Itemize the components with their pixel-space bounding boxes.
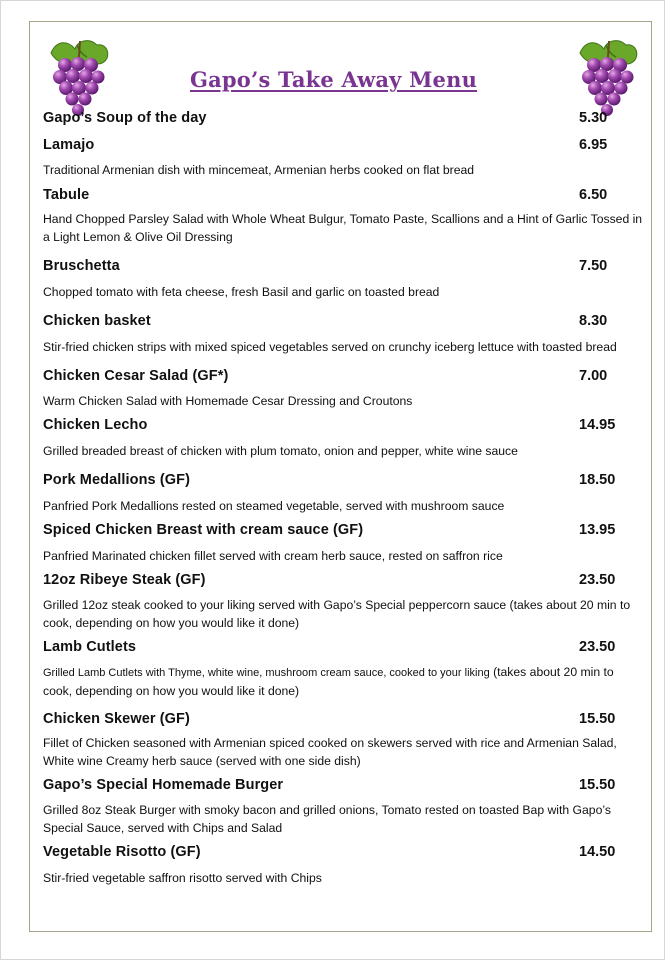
menu-item-description-main: Grilled Lamb Cutlets with Thyme, white wine, mushroom cream sauce, cooked to your liking — [43, 667, 490, 679]
menu-item-price: 14.95 — [579, 417, 616, 433]
menu-item-price: 15.50 — [579, 777, 616, 793]
menu-item-description: Traditional Armenian dish with mincemeat, Armenian herbs cooked on flat bread — [43, 163, 475, 177]
menu-item-price: 6.50 — [579, 187, 608, 203]
menu-item-description: Panfried Pork Medallions rested on steamed vegetable, served with mushroom sauce — [43, 499, 505, 513]
menu-item-name: Bruschetta — [43, 258, 120, 274]
menu-item-name: Vegetable Risotto (GF) — [43, 844, 201, 860]
menu-item-price: 6.95 — [579, 137, 608, 153]
menu-item-price: 7.50 — [579, 258, 608, 274]
menu-item-name: Chicken basket — [43, 313, 151, 329]
menu-item-price: 5.30 — [579, 110, 608, 126]
menu-item-name: Gapo’s Special Homemade Burger — [43, 777, 284, 793]
menu-item-name: Gapo’s Soup of the day — [43, 110, 207, 126]
menu-item-description: Stir-fried chicken strips with mixed spiced vegetables served on crunchy iceberg lettuce with toasted bread — [43, 340, 617, 354]
menu-item-price: 7.00 — [579, 368, 608, 384]
menu-item-name: Lamb Cutlets — [43, 639, 137, 655]
menu-item-description: Stir-fried vegetable saffron risotto served with Chips — [43, 871, 322, 885]
menu-item-name: Pork Medallions (GF) — [43, 472, 191, 488]
menu-item-price: 8.30 — [579, 313, 608, 329]
menu-item-name: Chicken Cesar Salad (GF*) — [43, 368, 229, 384]
menu-item-description: Warm Chicken Salad with Homemade Cesar Dressing and Croutons — [43, 394, 413, 408]
menu-item-description: Panfried Marinated chicken fillet served with cream herb sauce, rested on saffron rice — [43, 549, 503, 563]
menu-item-price: 23.50 — [579, 639, 616, 655]
menu-item-price: 18.50 — [579, 472, 616, 488]
menu-item-description: Grilled breaded breast of chicken with plum tomato, onion and pepper, white wine sauce — [43, 444, 518, 458]
menu-title: Gapo’s Take Away Menu — [189, 67, 478, 92]
menu-item-description: Fillet of Chicken seasoned with Armenian spiced cooked on skewers served with rice and Armenian Salad, White wine Creamy herb sauce (served with one side dish) — [43, 736, 617, 768]
menu-item-description-note: (takes about 20 min to cook, depending on how you would like it done) — [43, 665, 614, 698]
menu-item-description: Hand Chopped Parsley Salad with Whole Wheat Bulgur, Tomato Paste, Scallions and a Hint of Garlic Tossed in a Light Lemon & Olive Oil Dressing — [43, 212, 643, 244]
menu-item-price: 15.50 — [579, 711, 616, 727]
menu-item-price: 14.50 — [579, 844, 616, 860]
menu-item-description: Chopped tomato with feta cheese, fresh Basil and garlic on toasted bread — [43, 285, 440, 299]
menu-item-description: Grilled 12oz steak cooked to your liking served with Gapo’s Special peppercorn sauce (takes about 20 min to cook, depending on how you would like it done) — [43, 598, 631, 630]
menu-item-name: Spiced Chicken Breast with cream sauce (GF) — [43, 522, 364, 538]
menu-item-name: Chicken Skewer (GF) — [43, 711, 190, 727]
menu-item-name: Tabule — [43, 187, 90, 203]
menu-item-name: Lamajo — [43, 137, 95, 153]
menu-item-price: 13.95 — [579, 522, 616, 538]
menu-item-description: Grilled 8oz Steak Burger with smoky bacon and grilled onions, Tomato rested on toasted Bap with Gapo’s Special Sauce, served with Chips and Salad — [43, 803, 611, 835]
menu-item-name: Chicken Lecho — [43, 417, 148, 433]
menu-item-name: 12oz Ribeye Steak (GF) — [43, 572, 206, 588]
menu-item-description — [43, 663, 645, 700]
menu-item-price: 23.50 — [579, 572, 616, 588]
